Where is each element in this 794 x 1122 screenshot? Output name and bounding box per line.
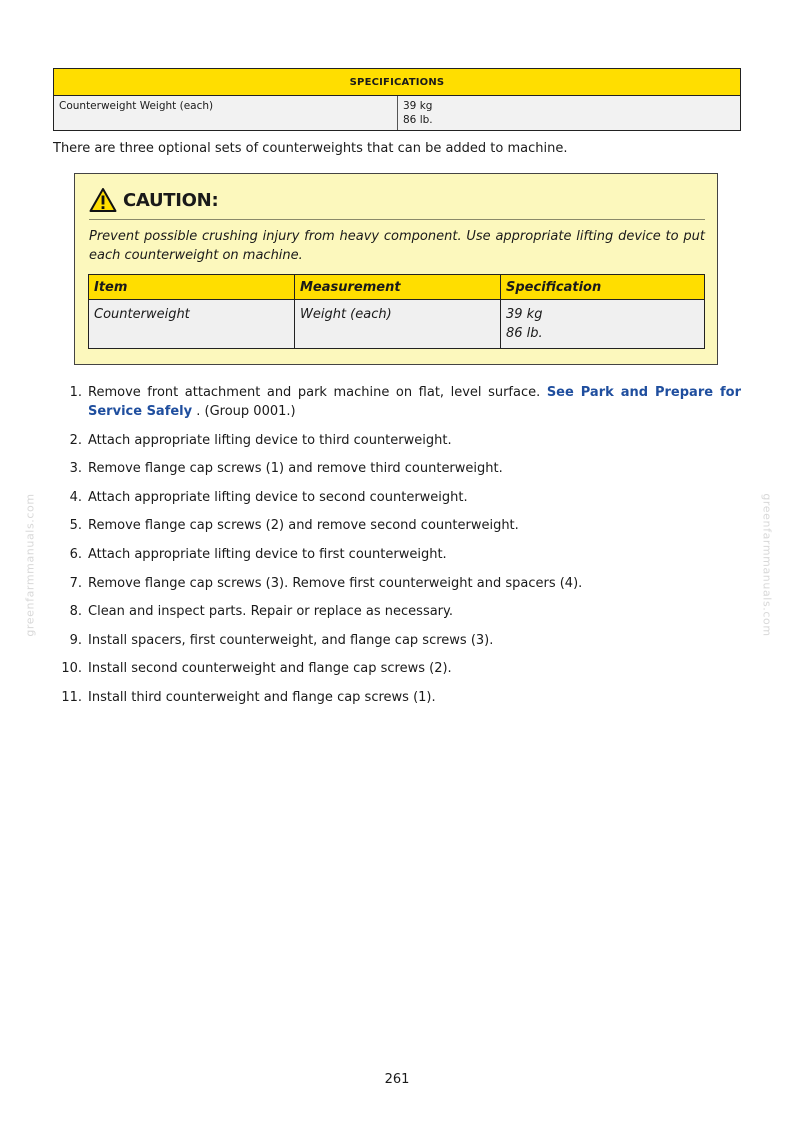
caution-divider — [89, 219, 705, 220]
list-item — [53, 688, 741, 707]
list-item — [53, 459, 741, 478]
caution-box — [74, 173, 718, 365]
caution-header — [89, 187, 218, 213]
caution-spec-table — [88, 274, 705, 349]
spec-value-metric: 39 kg — [403, 100, 433, 112]
table-header-row — [89, 275, 705, 300]
step-text: Remove flange cap screws (1) and remove third counterweight. — [88, 461, 503, 477]
step-text: Clean and inspect parts. Repair or replace as necessary. — [88, 604, 453, 620]
table-row — [54, 96, 741, 131]
column-header-measurement: Measurement — [295, 275, 501, 300]
step-text: Remove flange cap screws (2) and remove second counterweight. — [88, 518, 519, 534]
spec-imperial: 86 lb. — [506, 326, 543, 341]
list-item — [53, 431, 741, 450]
step-number: 10. — [61, 661, 82, 677]
list-item — [53, 602, 741, 621]
step-text: Attach appropriate lifting device to first counterweight. — [88, 546, 447, 562]
spec-metric: 39 kg — [506, 307, 543, 322]
caution-title: CAUTION: — [123, 189, 219, 211]
specifications-table — [53, 68, 741, 131]
caution-text: Prevent possible crushing injury from heavy component. Use appropriate lifting device to put each counterweight on machine. — [89, 229, 705, 263]
step-text — [88, 383, 741, 421]
step-number: 2. — [69, 432, 82, 448]
step-number: 11. — [61, 689, 82, 705]
list-item — [53, 659, 741, 678]
list-item — [53, 488, 741, 507]
step-text: Install third counterweight and flange cap screws (1). — [88, 689, 436, 705]
spec-value-imperial: 86 lb. — [403, 114, 433, 126]
step-number: 7. — [69, 575, 82, 591]
intro-paragraph: There are three optional sets of counterweights that can be added to machine. — [53, 141, 568, 156]
procedure-steps — [53, 383, 741, 717]
list-item — [53, 574, 741, 593]
park-and-prepare-link[interactable]: See Park and Prepare for Service Safely — [88, 385, 741, 419]
list-item — [53, 631, 741, 650]
cell-item: Counterweight — [89, 300, 295, 349]
step-text: Attach appropriate lifting device to second counterweight. — [88, 489, 468, 505]
step-number: 6. — [69, 546, 82, 562]
spec-row-label: Counterweight Weight (each) — [54, 96, 398, 131]
watermark-left: greenfarmmanuals.com — [23, 493, 37, 637]
cell-measurement: Weight (each) — [295, 300, 501, 349]
step-number: 9. — [69, 632, 82, 648]
list-item — [53, 383, 741, 421]
step-number: 5. — [69, 518, 82, 534]
step-text: Attach appropriate lifting device to third counterweight. — [88, 432, 452, 448]
step-text: Install spacers, first counterweight, and flange cap screws (3). — [88, 632, 494, 648]
table-row — [89, 300, 705, 349]
cell-specification — [501, 300, 705, 349]
watermark-right: greenfarmmanuals.com — [760, 493, 774, 637]
step-text-before: Remove front attachment and park machine on flat, level surface. — [88, 385, 541, 400]
spec-row-value — [398, 96, 741, 131]
step-number: 1. — [69, 385, 82, 400]
step-text: Remove flange cap screws (3). Remove first counterweight and spacers (4). — [88, 575, 583, 591]
step-number: 4. — [69, 489, 82, 505]
column-header-item: Item — [89, 275, 295, 300]
step-number: 8. — [69, 604, 82, 620]
step-text-after: . (Group 0001.) — [196, 404, 296, 419]
step-number: 3. — [69, 461, 82, 477]
list-item — [53, 516, 741, 535]
specifications-header: SPECIFICATIONS — [54, 69, 741, 96]
warning-triangle-icon — [89, 187, 117, 213]
column-header-specification: Specification — [501, 275, 705, 300]
list-item — [53, 545, 741, 564]
page-number: 261 — [384, 1072, 410, 1087]
step-text: Install second counterweight and flange cap screws (2). — [88, 661, 452, 677]
